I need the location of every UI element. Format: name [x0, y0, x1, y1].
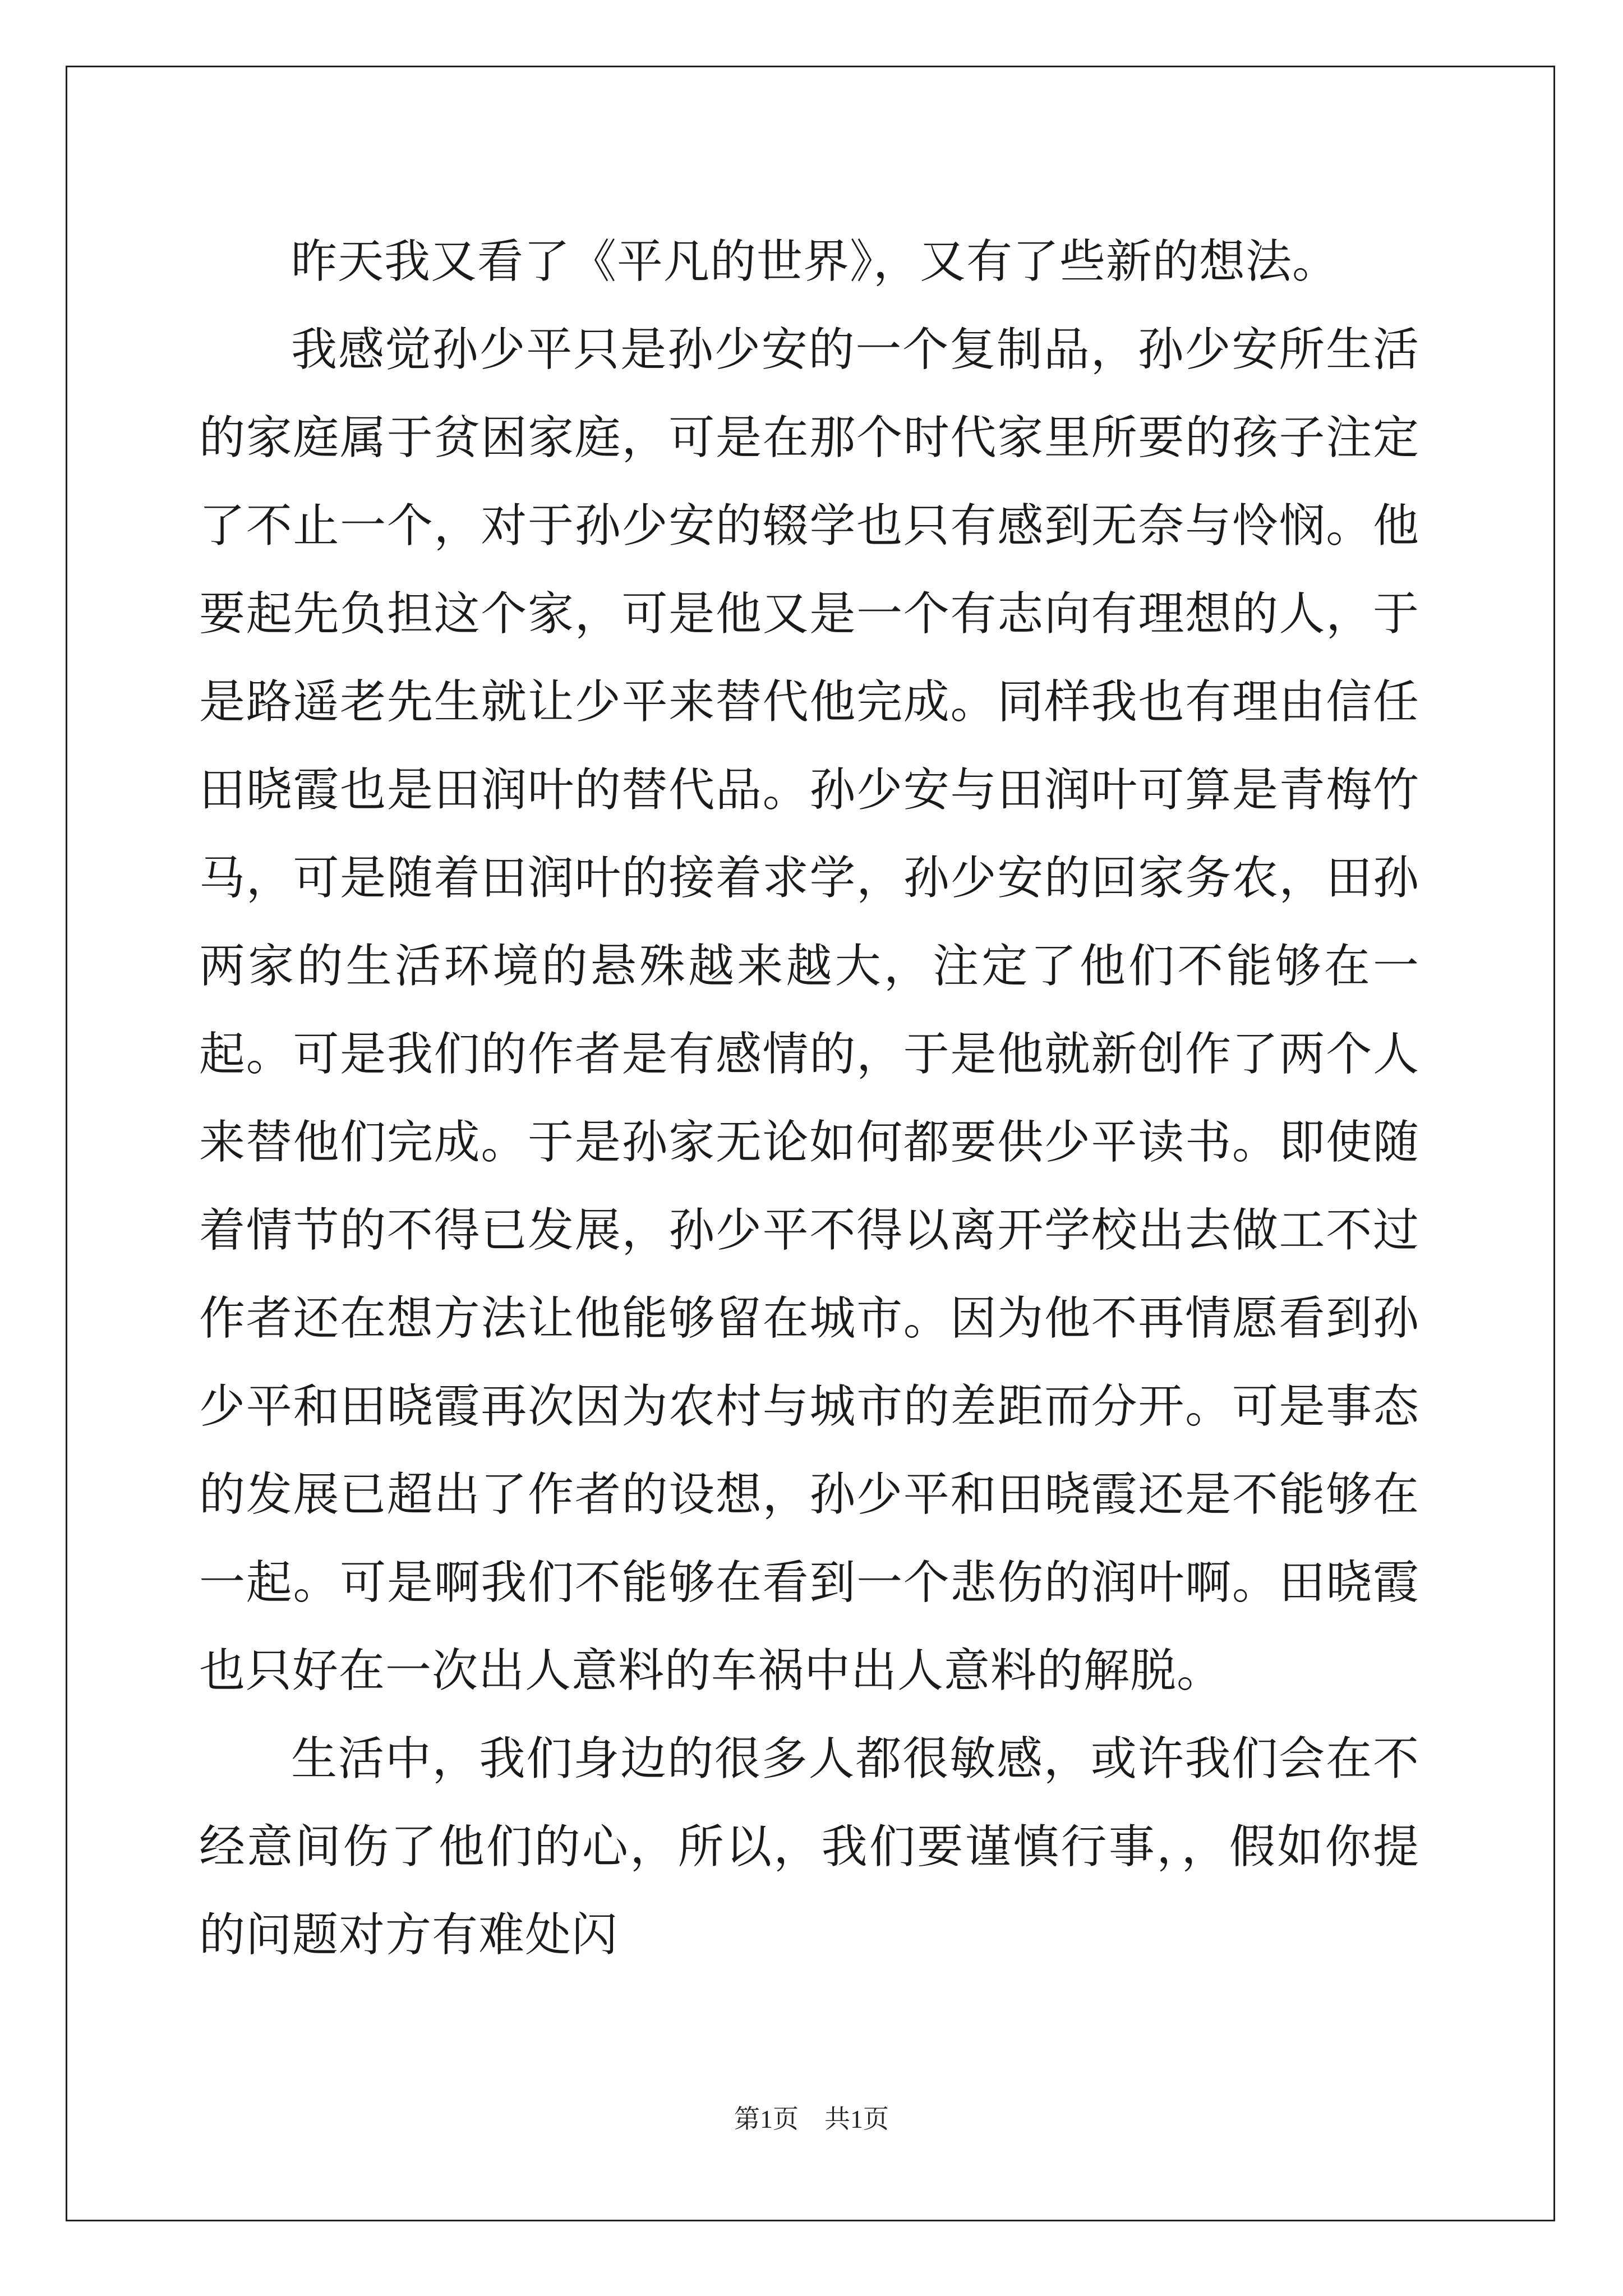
page-footer: 第1页 共1页 [734, 2105, 889, 2133]
paragraph-3: 生活中，我们身边的很多人都很敏感，或许我们会在不经意间伤了他们的心，所以，我们要谨慎行事，，假如你提的问题对方有难处闪 [199, 1732, 1419, 1962]
paragraph-1: 昨天我又看了《平凡的世界》，又有了些新的想法。 [291, 235, 1339, 288]
document-body [199, 218, 1419, 1979]
paragraph-2: 我感觉孙少平只是孙少安的一个复制品，孙少安所生活的家庭属于贫困家庭，可是在那个时代家里所要的孩子注定了不止一个，对于孙少安的辍学也只有感到无奈与怜悯。他要起先负担这个家，可是他又是一个有志向有理想的人，于是路遥老先生就让少平来替代他完成。同样我也有理由信任田晓霞也是田润叶的替代品。孙少安与田润叶可算是青梅竹马，可是随着田润叶的接着求学，孙少安的回家务农，田孙两家的生活环境的悬殊越来越大，注定了他们不能够在一起。可是我们的作者是有感情的，于是他就新创作了两个人来替他们完成。于是孙家无论如何都要供少平读书。即使随着情节的不得已发展，孙少平不得以离开学校出去做工不过作者还在想方法让他能够留在城市。因为他不再情愿看到孙少平和田晓霞再次因为农村与城市的差距而分开。可是事态的发展已超出了作者的设想，孙少平和田晓霞还是不能够在一起。可是啊我们不能够在看到一个悲伤的润叶啊。田晓霞也只好在一次出人意料的车祸中出人意料的解脱。 [199, 323, 1419, 1697]
